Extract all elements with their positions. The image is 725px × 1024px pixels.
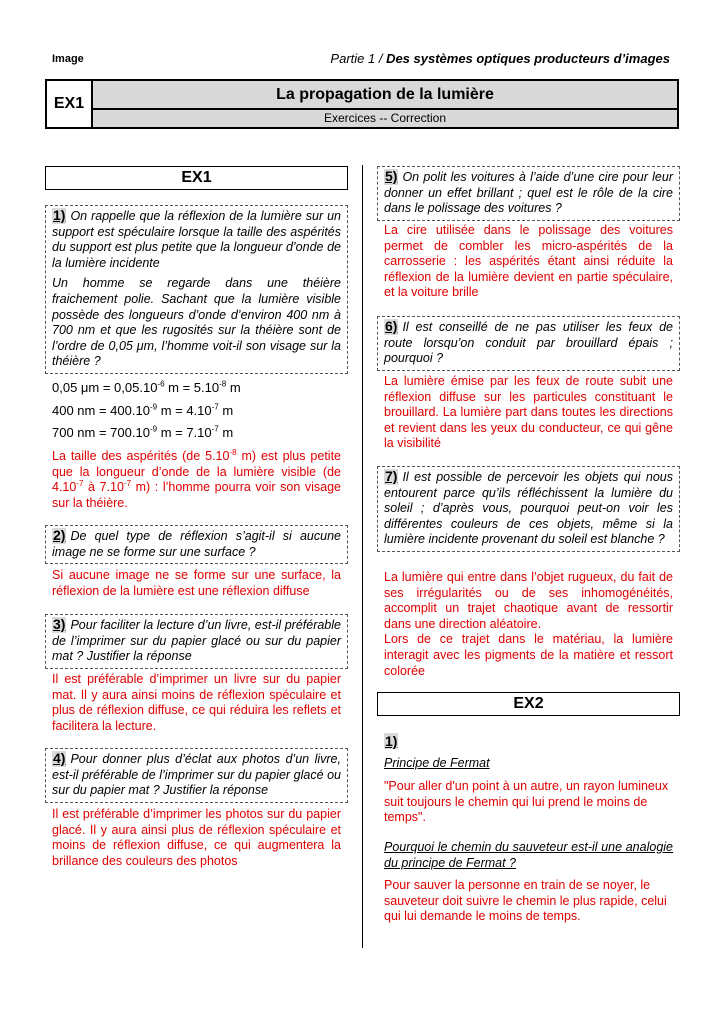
question-4-number: 4) [53,750,66,766]
title-box [45,79,679,129]
answer-1-part3: à 7.10 [83,480,124,495]
conversion-3-exp1: -9 [149,424,158,434]
question-1-text: On rappelle que la réflexion de la lumière sur un support est spéculaire lorsque la taille des aspérités du support est plus petite que la longueur d’onde de la lumière incidente [52,209,341,270]
header-subject: Des systèmes optiques producteurs d’images [386,51,670,66]
answer-1-exp1: -8 [229,447,237,457]
question-2-text: De quel type de réflexion s’agit-il si aucune image ne se forme sur une surface ? [52,529,341,559]
ex1-heading: EX1 [45,166,348,190]
question-6-number: 6) [385,318,398,334]
question-7-text: Il est possible de percevoir les objets qui nous entourent parce qu’ils réfléchissent la lumière du soleil ; d’après vous, pourquoi peut-on voir les différentes couleurs de ces objets, même si la lumière incidente provenant du soleil est blanche ? [384,470,673,547]
conversion-2-c: m [218,402,234,418]
question-5-number: 5) [385,168,398,184]
conversion-3-b: m = 7.10 [157,425,212,441]
answer-6: La lumière émise par les feux de route subit une réflexion diffuse sur les particules constituant le brouillard. La lumière part dans toutes les directions et revient dans les yeux du conducteur, ce qui gêne la visibilité [384,374,673,451]
conversion-2 [52,403,348,419]
principle-title: Principe de Fermat [384,756,490,770]
answer-1-part2: m) est plus petite que la longueur d’onde de la lumière visible (de 4.10 [52,449,341,495]
question-3-text: Pour faciliter la lecture d’un livre, est-il préférable de l’imprimer sur du papier glacé ou sur du papier mat ? Justifier la réponse [52,618,341,664]
header-right-label [330,51,670,66]
question-3 [45,614,348,669]
question-7 [377,466,680,552]
header-part: Partie 1 / [330,51,387,66]
question-5-text: On polit les voitures à l’aide d’une cire pour leur donner un effet brillant ; quel est le rôle de la cire dans le polissage des voitures ? [384,170,673,216]
question-5 [377,166,680,221]
page-subtitle: Exercices -- Correction [93,110,677,127]
question-1 [45,205,348,374]
ex2-heading: EX2 [377,692,680,716]
conversions [52,380,348,441]
question-1-text2: Un homme se regarde dans une théière fraichement polie. Sachant que la lumière visible possède des longueurs d’onde d’environ 400 nm à 700 nm et que les rugosités sur la théière sont de l’ordre de 0,05 μm, l’homme voit-il son visage sur la théière ? [52,276,341,369]
conversion-1 [52,380,348,396]
answer-1 [52,449,341,511]
ex2-answer: Pour sauver la personne en train de se noyer, le sauveteur doit suivre le chemin le plus rapide, celui qui lui demande le moins de temps. [384,878,667,924]
title-code: EX1 [47,81,93,127]
page-title: La propagation de la lumière [93,81,677,110]
question-7-number: 7) [385,468,398,484]
column-divider [362,165,363,948]
conversion-3-c: m [218,425,234,441]
conversion-1-c: m [226,380,241,395]
question-6 [377,316,680,371]
ex2-question-1-number: 1) [385,733,398,749]
question-1-number: 1) [53,207,66,223]
conversion-1-exp1: -6 [157,379,165,389]
answer-2: Si aucune image ne se forme sur une surface, la réflexion de la lumière est une réflexion diffuse [52,568,341,598]
answer-1-part1: La taille des aspérités (de 5.10 [52,449,230,463]
question-3-number: 3) [53,616,66,632]
fermat-quote: "Pour aller d'un point à un autre, un rayon lumineux suit toujours le chemin qui lui prend le moins de temps". [384,779,669,825]
conversion-3-exp2: -7 [211,424,219,434]
conversion-2-exp1: -9 [149,402,158,412]
conversion-1-exp2: -8 [219,379,227,389]
ex2-question-1 [384,733,402,751]
question-4 [45,748,348,803]
answer-3: Il est préférable d’imprimer un livre sur du papier mat. Il y aura ainsi moins de réflexion spéculaire et plus de réflexion diffuse, ce qui réduira les reflets et facilitera la lecture. [52,672,341,733]
answer-7 [384,570,673,679]
question-2-number: 2) [53,527,66,543]
conversion-2-b: m = 4.10 [157,402,212,418]
header-left-label: Image [52,53,84,65]
question-2 [45,525,348,564]
answer-7-part1: La lumière qui entre dans l’objet rugueux, du fait de ses irrégularités ou de ses inhomogénéités, accomplit un trajet chaotique avant de ressortir dans une direction aléatoire. [384,570,673,631]
conversion-3 [52,425,348,441]
conversion-2-exp2: -7 [211,402,219,412]
answer-5: La cire utilisée dans le polissage des voitures permet de combler les micro-aspérités de la carrosserie : les aspérités étant ainsi réduite la réflexion de la lumière devient en partie spéculaire, et la voiture brille [384,223,673,300]
conversion-1-a: 0,05 μm = 0,05.10 [52,380,158,395]
answer-1-exp2: -7 [76,479,84,489]
ex2-question-text: Pourquoi le chemin du sauveteur est-il une analogie du principe de Fermat ? [384,840,673,870]
conversion-3-a: 700 nm = 700.10 [52,425,150,441]
answer-1-exp3: -7 [123,479,132,489]
conversion-2-a: 400 nm = 400.10 [52,402,150,418]
answer-4: Il est préférable d’imprimer les photos sur du papier glacé. Il y aura ainsi plus de réflexion spéculaire et moins de réflexion diffuse, ce qui augmentera la brillance des couleurs des photos [52,807,341,868]
question-4-text: Pour donner plus d’éclat aux photos d’un livre, est-il préférable de l’imprimer sur du papier glacé ou sur du papier mat ? Justifier la réponse [52,752,341,798]
question-6-text: Il est conseillé de ne pas utiliser les feux de route lorsqu’on conduit par brouillard épais ; pourquoi ? [384,320,673,366]
answer-7-part2: Lors de ce trajet dans le matériau, la lumière interagit avec les pigments de la matière et ressort colorée [384,632,673,678]
answer-1-part4: m) : l’homme pourra voir son visage sur la théière. [52,480,341,510]
conversion-1-b: m = 5.10 [164,380,220,395]
